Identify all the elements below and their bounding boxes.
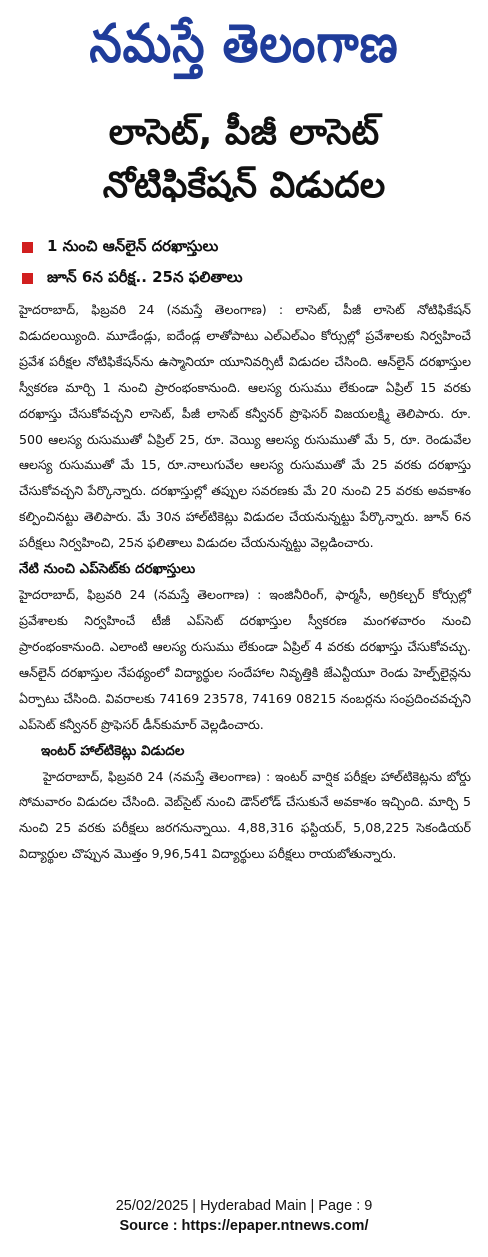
bullet-text: 1 నుంచి ఆన్‌లైన్ దరఖాస్తులు [47, 236, 219, 255]
bullet-text: జూన్ 6న పరీక్ష.. 25న ఫలితాలు [47, 267, 243, 286]
page-footer [0, 1196, 488, 1236]
source-url: Source : https://epaper.ntnews.com/ [119, 1218, 369, 1234]
headline-line-2: నోటిఫికేషన్ విడుదల [102, 165, 386, 206]
headline-line-1: లాసెట్, పీజీ లాసెట్ [108, 112, 380, 153]
bullet-item [22, 263, 472, 294]
subheading: నేటి నుంచి ఎప్‌సెట్‌కు దరఖాస్తులు [19, 561, 196, 578]
masthead-logo-text: నమస్తే తెలంగాణ [89, 12, 399, 75]
subheading: ఇంటర్ హాల్‌టికెట్లు విడుదల [41, 742, 185, 759]
highlight-bullets [22, 232, 472, 294]
article-paragraph: హైదరాబాద్, ఫిబ్రవరి 24 (నమస్తే తెలంగాణ) : ఇంటర్ వార్షిక పరీక్షల హాల్‌టికెట్లను బోర్డు సోమవారం విడుదల చేసింది. వెబ్‌సైట్ నుంచి డౌన్‌లోడ్ చేసుకునే అవకాశం ఇచ్చింది. మార్చి 5 నుంచి 25 వరకు పరీక్షలు జరగనున్నాయి. 4,88,316 ఫస్టియర్, 5,08,225 సెకండియర్ విద్యార్థుల చొప్పున మొత్తం 9,96,541 విద్యార్థులు పరీక్షలు రాయబోతున్నారు. [19, 768, 471, 862]
newspaper-masthead [0, 0, 488, 100]
bullet-item [22, 232, 472, 263]
article-body [19, 297, 471, 867]
article-paragraph: హైదరాబాద్, ఫిబ్రవరి 24 (నమస్తే తెలంగాణ) : లాసెట్, పీజీ లాసెట్ నోటిఫికేషన్ విడుదలయ్యింది. మూడేండ్లు, ఐదేండ్ల లాతోపాటు ఎల్ఎల్ఎం కోర్సుల్లో ప్రవేశాలకు నిర్వహించే ప్రవేశ పరీక్షల నోటిఫికేషన్‌ను ఉస్మానియా యూనివర్సిటీ విడుదల చేసింది. ఆన్‌లైన్ దరఖాస్తుల స్వీకరణ మార్చి 1 నుంచి ప్రారంభంకానుంది. ఆలస్య రుసుము లేకుండా ఏప్రిల్ 15 వరకు దరఖాస్తు చేసుకోవచ్చని లాసెట్, పీజీ లాసెట్ కన్వీనర్ ప్రొఫెసర్ విజయలక్ష్మి తెలిపారు. రూ. 500 ఆలస్య రుసుముతో ఏప్రిల్ 25, రూ. వెయ్యి ఆలస్య రుసుముతో మే 5, రూ. రెండువేల ఆలస్య రుసుముతో మే 15, రూ.నాలుగువేల ఆలస్య రుసుముతో మే 25 వరకు దరఖాస్తు చేసుకోవచ్చని పేర్కొన్నారు. దరఖాస్తుల్లో తప్పుల సవరణకు మే 20 నుంచి 25 వరకు అవకాశం కల్పించినట్టు తెలిపారు. మే 30న హాల్‌టికెట్లు విడుదల చేయనున్నట్టు పేర్కొన్నారు. జూన్ 6న పరీక్షలు నిర్వహించి, 25న ఫలితాలు విడుదల చేయనున్నట్టు వెల్లడించారు. [19, 302, 471, 551]
edition-info: 25/02/2025 | Hyderabad Main | Page : 9 [115, 1198, 373, 1214]
red-square-bullet-icon [22, 242, 33, 253]
red-square-bullet-icon [22, 273, 33, 284]
article-paragraph: హైదరాబాద్, ఫిబ్రవరి 24 (నమస్తే తెలంగాణ) : ఇంజినీరింగ్, ఫార్మసీ, అగ్రికల్చర్ కోర్సుల్లో ప్రవేశాలకు నిర్వహించే టీజీ ఎప్‌సెట్ దరఖాస్తుల స్వీకరణ మంగళవారం నుంచి ప్రారంభంకానుంది. ఎలాంటి ఆలస్య రుసుము లేకుండా ఏప్రిల్ 4 వరకు దరఖాస్తు చేసుకోవచ్చు. ఆన్‌లైన్ దరఖాస్తుల నేపథ్యంలో విద్యార్థుల సందేహాల నివృత్తికి జేఎన్టీయూ రెండు హెల్ప్‌లైన్లను ఏర్పాటు చేసింది. వివరాలకు 74169 23578, 74169 08215 నంబర్లను సంప్రదించవచ్చని ఎప్‌సెట్ కన్వీనర్ ప్రొఫెసర్ డీన్‌కుమార్ వెల్లడించారు. [19, 587, 471, 732]
